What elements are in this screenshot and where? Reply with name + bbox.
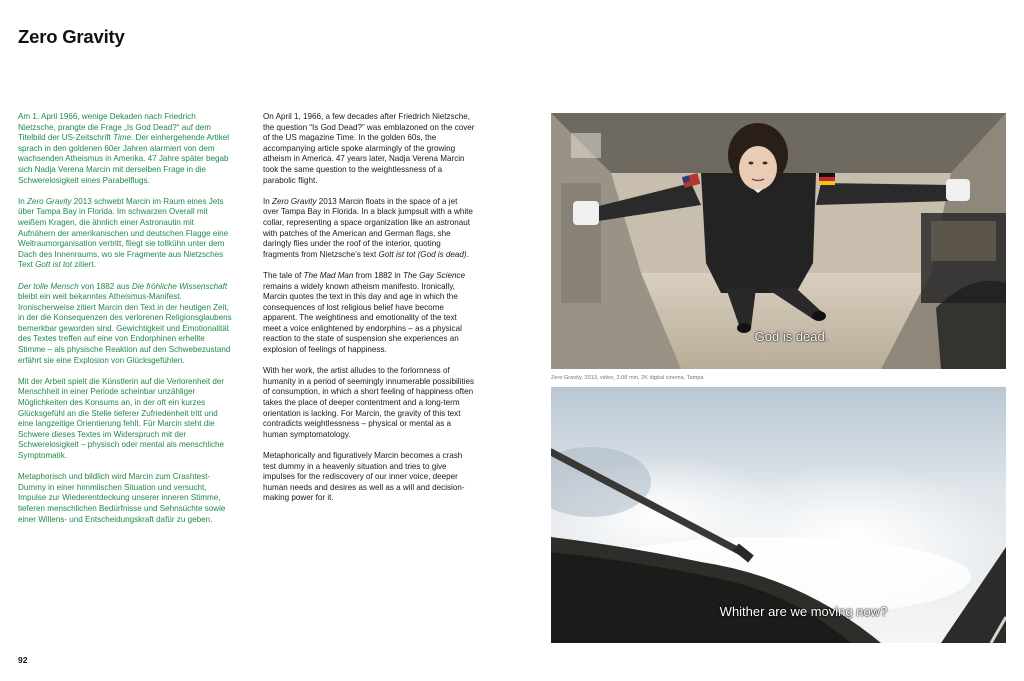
text-segment: from 1882 in [353, 270, 403, 280]
text-segment: Am 1. April 1966, wenige Dekaden nach Friedrich Nietzsche, prangte die Frage „Is God Dead?“ auf dem Titelbild der US-Zeitschrift [18, 112, 212, 143]
italic-text: Gott ist tot (God is dead) [378, 249, 467, 259]
german-text-column [18, 112, 233, 536]
paragraph [18, 112, 233, 186]
text-segment: On April 1, 1966, a few decades after Friedrich Nietzsche, the question “Is God Dead?” was emblazoned on the cover of the US magazine Time. In the golden 60s, the accompanying article spoke alarmingly of the growing atheism in America. 47 years later, Nadja Verena Marcin took the same question to the weightlessness of a parabolic flight. [263, 112, 475, 185]
text-segment: In [18, 196, 27, 206]
english-text-column [263, 112, 475, 515]
text-segment: zitiert. [71, 260, 96, 270]
subtitle-text: Whither are we moving now? [719, 604, 888, 619]
text-segment: . Der einhergehende Artikel sprach in den goldenen 60er Jahren alarmiert von dem wachsenden Atheismus in Amerika. 47 Jahre später begab sich Nadja Verena Marcin mit derselben Frage in die Schwerelosigkeit eines Parabelflugs. [18, 133, 230, 185]
page-title: Zero Gravity [18, 26, 125, 47]
subtitle-text: God is dead. [754, 329, 829, 344]
text-segment: bleibt ein weit bekanntes Atheismus-Manifest. Ironischerweise zitiert Marcin den Text in der heutigen Zeit, in der die Konsequenzen des verlorenen Religionsglaubens bemerkbar geworden sind. Gewichtigkeit und Emotionalität des Textes treffen auf eine von Endorphinen erhellte Stimme – als physische Reaktion auf den Schwebezustand erfährt sie eine Explosion von Glücksgefühlen. [18, 292, 232, 365]
video-still-floating-artist [551, 113, 1006, 369]
italic-text: Zero Gravity [272, 196, 317, 206]
paragraph [18, 377, 233, 462]
paragraph [263, 197, 475, 261]
image-caption: Zero Gravity, 2013, video, 2.08 min, 2K digital cinema, Tampa [551, 375, 704, 381]
text-segment: Mit der Arbeit spielt die Künstlerin auf die Verlorenheit der Menschheit in einer Periode scheinbar unzähliger Möglichkeiten des Konsums an, in der oft ein kurzes Glücksgefühl an die Stelle tieferer Zufriedenheit tritt und eine langzeitige Orientierung fehlt. Für Marcin steht die Schwere dieses Textes im Widerspruch mit der Schwerelosigkeit – physisch oder mental als menschliche Symptomatik. [18, 376, 225, 460]
italic-text: Die fröhliche Wissenschaft [131, 281, 228, 291]
italic-text: Zero Gravity [27, 196, 72, 206]
paragraph [263, 451, 475, 504]
text-segment: Metaphorisch und bildlich wird Marcin zum Crashtest-Dummy in einer himmlischen Situation und versucht, Impulse zur Wiederentdeckung unserer inneren Stimme, tieferen menschlichen Bedürfnisse und Sehnsüchte sowie einer Willens- und Entscheidungskraft dafür zu geben. [18, 472, 226, 524]
italic-text: Gott ist tot [35, 260, 72, 270]
text-segment: 2013 schwebt Marcin im Raum eines Jets über Tampa Bay in Florida. Im schwarzen Overall mit weißem Kragen, die ähnlich einer Astronautin mit Aufnähern der amerikanischen und deutschen Flagge eine Weltraumorganisation vertritt, fliegt sie tollkühn unter dem Dach des Innenraums, wo sie Fragmente aus Nietzsches Text [18, 196, 229, 270]
paragraph [18, 197, 233, 271]
text-segment: von 1882 aus [78, 281, 132, 291]
italic-text: Der tolle Mensch [18, 281, 79, 291]
text-segment: Metaphorically and figuratively Marcin becomes a crash test dummy in a heavenly situation and tries to give impulses for the rediscovery of our inner voice, deeper human needs and desires as well as a will and decision-making power for it. [263, 451, 465, 503]
paragraph [18, 282, 233, 367]
italic-text: Time [113, 133, 131, 143]
paragraph [263, 112, 475, 186]
italic-text: The Gay Science [402, 270, 466, 280]
paragraph [263, 366, 475, 440]
text-segment: With her work, the artist alludes to the forlornness of humanity in a period of seemingly innumerable possibilities of consumption, in which a short feeling of happiness often takes the place of deeper contentment and a long-term orientation is lacking. For Marcin, the gravity of this text contradicts weightlessness – physical or mental as a human symptomatology. [263, 366, 474, 439]
italic-text: The Mad Man [303, 270, 354, 280]
paragraph [263, 271, 475, 356]
text-segment: . [466, 249, 469, 259]
video-still-clouds [551, 387, 1006, 643]
paragraph [18, 472, 233, 525]
page-number: 92 [18, 655, 28, 665]
text-segment: remains a widely known atheism manifesto. Ironically, Marcin quotes the text in this day and age in which the consequences of lost religious belief have become apparent. The weightiness and emotionality of the text meet a voice enlightened by endorphins – as a physical reaction to the state of suspension she experiences an explosion of feelings of happiness. [263, 281, 462, 355]
text-segment: The tale of [263, 270, 304, 280]
text-segment: In [263, 196, 272, 206]
text-segment: 2013 Marcin floats in the space of a jet over Tampa Bay in Florida. In a black jumpsuit with a white collar, representing a space organization like an astronaut with patches of the American and German flags, she daringly flies under the roof of the interior, quoting fragments from Nietzsche’s text [263, 196, 473, 259]
